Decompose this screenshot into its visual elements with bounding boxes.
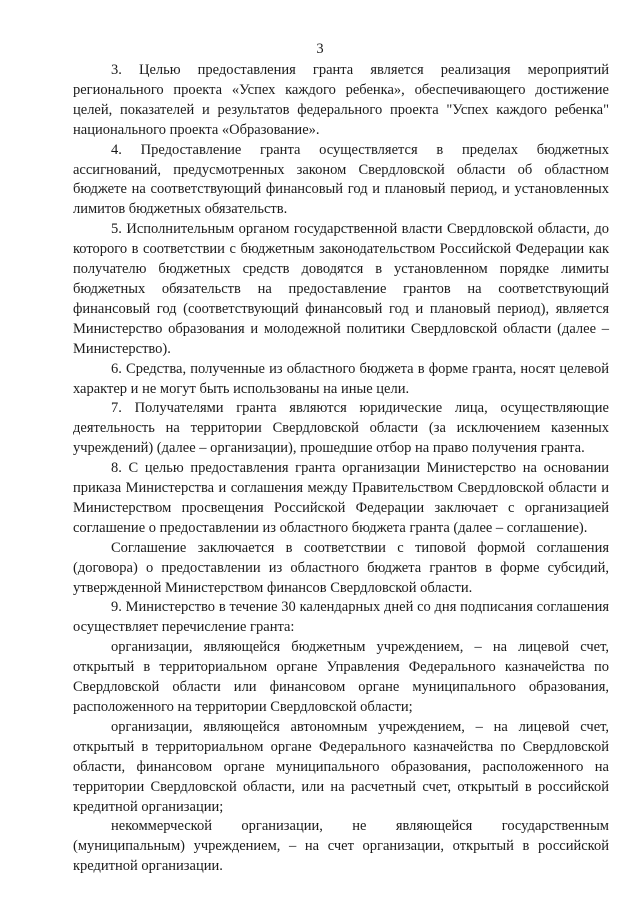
paragraph-8-agreement: 8. С целью предоставления гранта организации Министерство на основании приказа Министерства и соглашения между Правительством Свердловской области и Министерством просвещения Российской Федерации заключает с организацией соглашение о предоставлении из областного бюджета гранта (далее – соглашение). — [73, 460, 609, 536]
document-body — [73, 61, 609, 877]
paragraph-3-grant-purpose: 3. Целью предоставления гранта является реализация мероприятий регионального проекта «Успех каждого ребенка», обеспечивающего достижение целей, показателей и результатов федерального проекта "Успех каждого ребенка" национального проекта «Образование». — [73, 62, 609, 138]
paragraph-4-budget-allocations: 4. Предоставление гранта осуществляется в пределах бюджетных ассигнований, предусмотренных законом Свердловской области об областном бюджете на соответствующий финансовый год и плановый период, и установленных лимитов бюджетных обязательств. — [73, 141, 609, 218]
paragraph-nonprofit-organization: некоммерческой организации, не являющейся государственным (муниципальным) учреждением, – на счет организации, открытый в российской кредитной организации. — [73, 818, 609, 875]
paragraph-agreement-form: Соглашение заключается в соответствии с типовой формой соглашения (договора) о предоставлении из областного бюджета грантов в форме субсидий, утвержденной Министерством финансов Свердловской области. — [73, 539, 609, 596]
paragraph-autonomous-institution: организации, являющейся автономным учреждением, – на лицевой счет, открытый в территориальном органе Федерального казначейства по Свердловской области, финансовом органе муниципального образования, расположенного на территории Свердловской области, или на расчетный счет, открытый в российской кредитной организации; — [73, 718, 609, 815]
paragraph-9-transfer: 9. Министерство в течение 30 календарных дней со дня подписания соглашения осуществляет перечисление гранта: — [73, 599, 609, 636]
page-number: 3 — [316, 41, 324, 57]
paragraph-7-grant-recipients: 7. Получателями гранта являются юридические лица, осуществляющие деятельность на территории Свердловской области (за исключением казенных учреждений) (далее – организации), прошедшие отбор на право получения гранта. — [73, 400, 609, 457]
paragraph-6-target-use: 6. Средства, полученные из областного бюджета в форме гранта, носят целевой характер и не могут быть использованы на иные цели. — [73, 360, 609, 397]
paragraph-5-executive-body: 5. Исполнительным органом государственной власти Свердловской области, до которого в соответствии с бюджетным законодательством Российской Федерации как получателю бюджетных средств доводятся в установленном порядке лимиты бюджетных обязательств на предоставление грантов на соответствующий финансовый год (соответствующий финансовый год и плановый период), является Министерство образования и молодежной политики Свердловской области (далее – Министерство). — [73, 221, 609, 357]
paragraph-budget-institution: организации, являющейся бюджетным учреждением, – на лицевой счет, открытый в территориальном органе Управления Федерального казначейства по Свердловской области или финансовом органе муниципального образования, расположенного на территории Свердловской области; — [73, 639, 609, 715]
